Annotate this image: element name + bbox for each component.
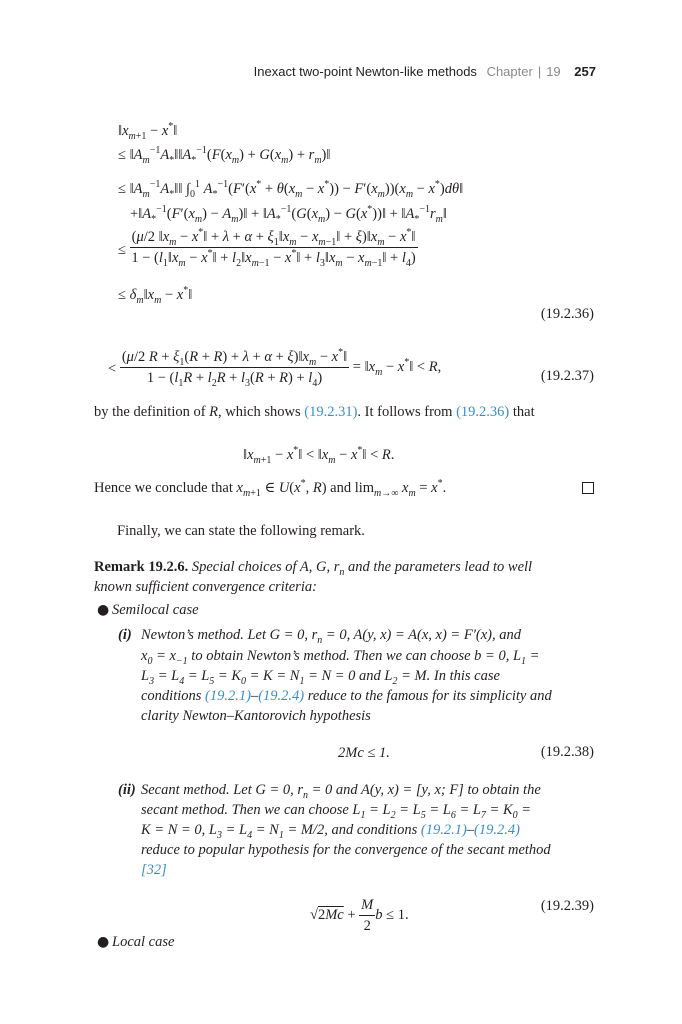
- text-segment: = 0 and A(y, x) = [y, x; F] to obtain the: [308, 782, 541, 798]
- text-segment: =: [526, 648, 540, 664]
- text-segment: = L: [184, 668, 210, 684]
- text-segment: = M. In this case: [397, 668, 500, 684]
- text-segment: L: [141, 668, 150, 684]
- ref-19-2-4-b[interactable]: (19.2.4): [474, 822, 520, 838]
- item-ii-line-5: [141, 860, 167, 880]
- header-separator: |: [537, 64, 542, 79]
- page-number: 257: [574, 64, 596, 79]
- text-segment: = x: [152, 648, 176, 664]
- equation-number-39: (19.2.39): [540, 898, 594, 914]
- item-i-line-5: [141, 706, 371, 726]
- text-segment: = L: [455, 802, 481, 818]
- text-segment: = 0, A(y, x) = A(x, x) = F′(x), and: [322, 627, 521, 643]
- item-ii-line-3: K = N = 0, $L_3 = L_4 = N_1 = M/2$, and conditions (19.2.1)–(19.2.4): [141, 822, 520, 841]
- eq-19-2-38-body: [338, 744, 390, 762]
- eq-19-2-37: < $\frac{(\mu/2 R + \xi_1(R + R) + \lambda + \alpha + \xi)‖x_m - x^*‖}{1 - (l_1R + l_2R + l_3(R + R) + l_4)}$ = $‖x_m$ − x*‖ < R,: [108, 347, 442, 389]
- ref-32[interactable]: [32]: [141, 862, 167, 878]
- paragraph-hence: Hence we conclude that $x_{m+1}$ ∈ U(x*, R) and $\lim_{m\to\infty} x_m = x^*$.: [94, 478, 447, 499]
- text-segment: = L: [154, 668, 180, 684]
- running-title: Inexact two-point Newton-like methods: [253, 64, 477, 79]
- eq-line-2: ≤ $‖A_m^{-1}A_*‖‖A_*^{-1}(F(x_m) + G(x_m)$ + $r_m)‖$: [118, 145, 331, 166]
- text-segment: = N = 0 and L: [304, 668, 393, 684]
- text-segment: –: [250, 688, 259, 704]
- item-ii-label: [118, 780, 136, 800]
- text-segment: 2Mc ≤ 1.: [338, 745, 390, 761]
- text-segment: to obtain Newton’s method. Then we can choose b = 0, L: [187, 648, 522, 664]
- chapter-number: 19: [546, 64, 561, 79]
- text-segment: reduce to the famous for its simplicity and: [304, 688, 552, 704]
- text-segment: reduce to popular hypothesis for the convergence of the secant method: [141, 842, 551, 858]
- item-ii-line-2: secant method. Then we can choose $L_1 = L_2 = L_5 = L_6 = L_7 = K_0$ =: [141, 802, 532, 821]
- text-segment: Secant method. Let G = 0, r: [141, 782, 304, 798]
- text-segment: = L: [221, 822, 248, 838]
- equation-number-38: (19.2.38): [540, 744, 594, 760]
- chapter-label: Chapter: [486, 64, 533, 79]
- text-segment: Hence we conclude that: [94, 480, 233, 496]
- ref-19-2-36[interactable]: (19.2.36): [456, 404, 510, 420]
- text-segment: = K = N: [246, 668, 300, 684]
- text-segment: = L: [395, 802, 421, 818]
- text-segment: = N: [252, 822, 279, 838]
- text-segment: = M/2, and conditions: [283, 822, 421, 838]
- text-segment: K = N = 0, L: [141, 822, 217, 838]
- eq-line-1: $‖x_{m+1}$ − x*‖: [118, 121, 178, 142]
- item-ii-line-4: [141, 840, 551, 860]
- equation-number-36: (19.2.36): [540, 306, 594, 322]
- eq-line-4: $+‖A_*^{-1}(F'(x_m)$ − $A_m)‖$ + $‖A_*^{-1}(G(x_m)$ − G(x*))‖ + $‖A_*^{-1}r_m‖$: [130, 204, 447, 225]
- ref-19-2-31[interactable]: (19.2.31): [304, 404, 358, 420]
- paragraph-by-definition: by the definition of R, which shows (19.2.31). It follows from (19.2.36) that: [94, 404, 535, 420]
- text-segment: = K: [214, 668, 242, 684]
- bullet-dot: ●: [97, 934, 110, 950]
- inequality-display: $‖x_{m+1}$ − x*‖ < $‖x_m$ − x*‖ < R.: [243, 445, 395, 466]
- text-segment: = L: [425, 802, 451, 818]
- text-segment: by the definition of: [94, 404, 210, 420]
- text-segment: Newton’s method. Let G = 0, r: [141, 627, 318, 643]
- ref-19-2-1-b[interactable]: (19.2.1): [420, 822, 467, 838]
- running-header: [254, 64, 596, 79]
- qed-box: [582, 482, 594, 494]
- text-segment: Semilocal case: [112, 602, 199, 618]
- equation-number-37: (19.2.37): [540, 368, 594, 384]
- remark-19-2-6: Remark 19.2.6. Special choices of A, G, $r_n$ and the parameters lead to well: [94, 559, 533, 578]
- text-segment: =: [517, 802, 532, 818]
- text-segment: x: [141, 648, 148, 664]
- item-i-line-3: $L_3 = L_4 = L_5 = K_0 = K = N_1 = N = 0$ and $L_2 = M$. In this case: [141, 668, 500, 687]
- paragraph-finally: Finally, we can state the following remark.: [117, 523, 365, 539]
- text-segment: (i): [118, 627, 132, 643]
- eq-line-3: ≤ $‖A_m^{-1}A_*‖‖$ $\int_0^1$ $A_*^{-1}(F'(x^* + \theta(x_m - x^*)) - F'(x_m))(x_m$ − x*)dθ‖: [118, 179, 464, 200]
- item-ii-line-1: Secant method. Let G = 0, $r_n = 0$ and A(y, x) = [y, x; F] to obtain the: [141, 782, 541, 801]
- ref-19-2-1[interactable]: (19.2.1): [205, 688, 251, 704]
- text-segment: = L: [365, 802, 391, 818]
- eq-19-2-39-body: √2Mc + $\frac{M}{2}$ b ≤ 1.: [310, 897, 409, 934]
- bullet-local: [112, 932, 174, 952]
- eq-line-6: ≤ $\delta_m‖x_m$ − x*‖: [118, 285, 193, 306]
- eq-line-5: ≤ $\frac{(\mu/2 ‖x_m - x^*‖ + \lambda + \alpha + \xi_1‖x_m - x_{m-1}‖ + \xi)‖x_m - x^*‖}{1 - (l_1‖x_m - x^*‖ + l_2‖x_{m-1} - x^*‖ + l_3‖x_m - x_{m-1}‖ + l_4)}$: [118, 227, 416, 269]
- item-i-line-2: $x_0 = x_{-1}$ to obtain Newton’s method. Then we can choose b = 0, $L_1$ =: [141, 648, 540, 667]
- remark-line-2: [94, 577, 317, 597]
- ref-19-2-4[interactable]: (19.2.4): [258, 688, 305, 704]
- text-segment: conditions: [141, 688, 206, 704]
- text-segment: . It follows from: [357, 404, 457, 420]
- text-segment: known sufficient convergence criteria:: [94, 579, 317, 595]
- text-segment: Local case: [112, 934, 175, 950]
- text-segment: (ii): [118, 782, 136, 798]
- item-i-label: [118, 625, 132, 645]
- remark-label: Remark 19.2.6.: [94, 559, 189, 575]
- text-segment: clarity Newton–Kantorovich hypothesis: [141, 708, 371, 724]
- bullet-dot: ●: [97, 602, 110, 618]
- bullet-semilocal: [112, 600, 199, 620]
- text-segment: secant method. Then we can choose L: [141, 802, 361, 818]
- text-segment: –: [466, 822, 475, 838]
- text-segment: that: [509, 404, 535, 420]
- text-segment: = K: [485, 802, 513, 818]
- text-segment: , which shows: [218, 404, 305, 420]
- text-segment: and the parameters lead to well: [344, 559, 533, 575]
- item-i-line-4: [141, 686, 552, 706]
- text-segment: Special choices of A, G, r: [191, 559, 340, 575]
- item-i-line-1: Newton’s method. Let G = 0, $r_n = 0$, A(y, x) = A(x, x) = F′(x), and: [141, 627, 521, 646]
